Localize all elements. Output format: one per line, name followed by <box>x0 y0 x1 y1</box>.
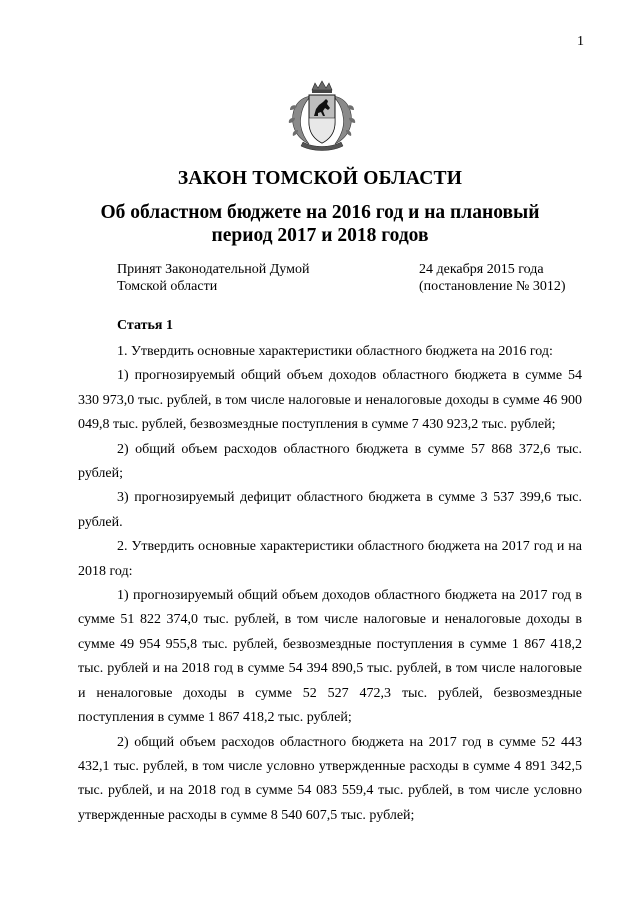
article-paragraph: 1) прогнозируемый общий объем доходов областного бюджета в сумме 54 330 973,0 тыс. рублей, в том числе налоговые и неналоговые доходы в сумме 46 900 049,8 тыс. рублей, безвозмездные поступления в сумме 7 430 923,2 тыс. рублей; <box>78 368 582 433</box>
adopted-by <box>117 261 309 295</box>
article-paragraph: 2. Утвердить основные характеристики областного бюджета на 2017 год и на 2018 год: <box>78 539 582 579</box>
document-subtitle <box>0 201 640 247</box>
article-body <box>78 340 582 828</box>
tomsk-region-coat-of-arms-icon <box>287 80 357 152</box>
article-heading: Статья 1 <box>117 318 173 333</box>
adoption-date: 24 декабря 2015 года <box>419 262 544 277</box>
adopted-by-line-2: Томской области <box>117 279 218 294</box>
resolution-number: (постановление № 3012) <box>419 279 566 294</box>
subtitle-line-1: Об областном бюджете на 2016 год и на плановый <box>100 202 540 223</box>
subtitle-line-2: период 2017 и 2018 годов <box>211 225 429 246</box>
article-paragraph: 2) общий объем расходов областного бюджета в сумме 57 868 372,6 тыс. рублей; <box>78 441 582 482</box>
article-paragraph: 2) общий объем расходов областного бюджета на 2017 год в сумме 52 443 432,1 тыс. рублей, в том числе условно утвержденные расходы в сумме 4 891 342,5 тыс. рублей, и на 2018 год в сумме 54 083 559,4 тыс. рублей, в том числе условно утвержденные расходы в сумме 8 540 607,5 тыс. рублей; <box>78 734 582 823</box>
document-title: ЗАКОН ТОМСКОЙ ОБЛАСТИ <box>177 168 463 189</box>
article-paragraph: 1. Утвердить основные характеристики областного бюджета на 2016 год: <box>117 344 553 359</box>
article-paragraph: 1) прогнозируемый общий объем доходов областного бюджета на 2017 год в сумме 51 822 374,0 тыс. рублей, в том числе налоговые и неналоговые доходы в сумме 49 954 955,8 тыс. рублей, безвозмездные поступления в сумме 1 867 418,2 тыс. рублей и на 2018 год в сумме 54 394 890,5 тыс. рублей, в том числе налоговые и неналоговые доходы в сумме 52 527 472,3 тыс. рублей, безвозмездные поступления в сумме 1 867 418,2 тыс. рублей; <box>78 588 582 726</box>
adoption-date-block <box>419 261 566 295</box>
adopted-by-line-1: Принят Законодательной Думой <box>117 262 310 277</box>
article-paragraph: 3) прогнозируемый дефицит областного бюджета в сумме 3 537 399,6 тыс. рублей. <box>78 490 582 530</box>
page-number: 1 <box>577 34 584 49</box>
